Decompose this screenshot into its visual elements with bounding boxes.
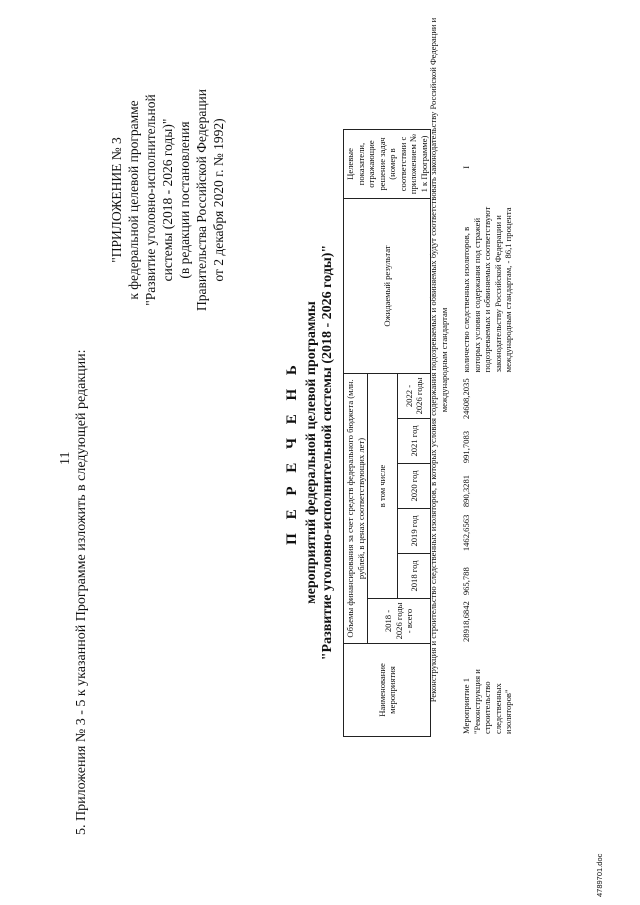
col-measure-name: Наименование мероприятия — [344, 644, 431, 737]
table-row — [460, 133, 515, 737]
annex-line: "ПРИЛОЖЕНИЕ № 3 — [109, 137, 124, 263]
measure-name: Мероприятие 1 "Реконструкция и строительство следственных изоляторов" — [461, 669, 513, 734]
col-year-2019: 2019 год — [398, 509, 431, 554]
col-years-2022-2026: 2022 - 2026 годы — [398, 374, 431, 419]
file-code: 4789701.doc — [595, 853, 604, 897]
col-total: 2018 - 2026 годы - всего — [368, 599, 431, 644]
col-expected-result: Ожидаемый результат — [344, 199, 431, 374]
value-2021: 991,7083 — [461, 430, 471, 464]
value-2018: 965,788 — [461, 567, 471, 596]
col-including: в том числе — [368, 374, 398, 599]
col-funding: Объемы финансирования за счет средств федерального бюджета (млн. рублей, в ценах соответствующих лет) — [344, 374, 368, 644]
program-name: "Развитие уголовно-исполнительной системы (2018 - 2026 годы)" — [320, 244, 335, 661]
list-title: П Е Р Е Ч Е Н Ь — [284, 360, 300, 545]
col-year-2020: 2020 год — [398, 464, 431, 509]
measures-table-header — [343, 129, 431, 737]
value-2022-2026: 24608,2035 — [461, 378, 471, 420]
col-year-2018: 2018 год — [398, 554, 431, 599]
annex-line: от 2 декабря 2020 г. № 1992) — [211, 118, 226, 282]
annex-line: к федеральной целевой программе — [126, 100, 141, 300]
annex-header — [108, 55, 227, 345]
section-title: Реконструкция и строительство следственных изоляторов, в которых условия содержания подозреваемых и обвиняемых будут соответствовать законодательству Российской Федерации и международным стандартам — [428, 17, 449, 703]
col-year-2021: 2021 год — [398, 419, 431, 464]
annex-line: системы (2018 - 2026 годы)" — [160, 118, 175, 282]
target-indicator: I — [461, 165, 471, 169]
expected-result: количество следственных изоляторов, в которых условия содержания под стражей подозреваемых и обвиняемых соответствуют законодательству Российской Федерации и международным стандартам, - 86,1 процента — [461, 206, 513, 373]
annex-line: "Развитие уголовно-исполнительной — [143, 94, 158, 306]
page-number: 11 — [58, 451, 73, 465]
amendment-instruction: 5. Приложения № 3 - 5 к указанной Программе изложить в следующей редакции: — [74, 349, 89, 835]
value-total: 28918,6842 — [461, 601, 471, 642]
col-target-indicators: Целевые показатели, отражающие решение задач (номер в соответствии с приложением № 1 к Программе) — [344, 130, 431, 199]
annex-line: Правительства Российской Федерации — [194, 89, 209, 311]
list-subtitle: мероприятий федеральной целевой программы — [304, 301, 319, 604]
value-2019: 1462,6563 — [461, 514, 471, 552]
value-2020: 890,3281 — [461, 474, 471, 508]
annex-line: (в редакции постановления — [177, 121, 192, 279]
